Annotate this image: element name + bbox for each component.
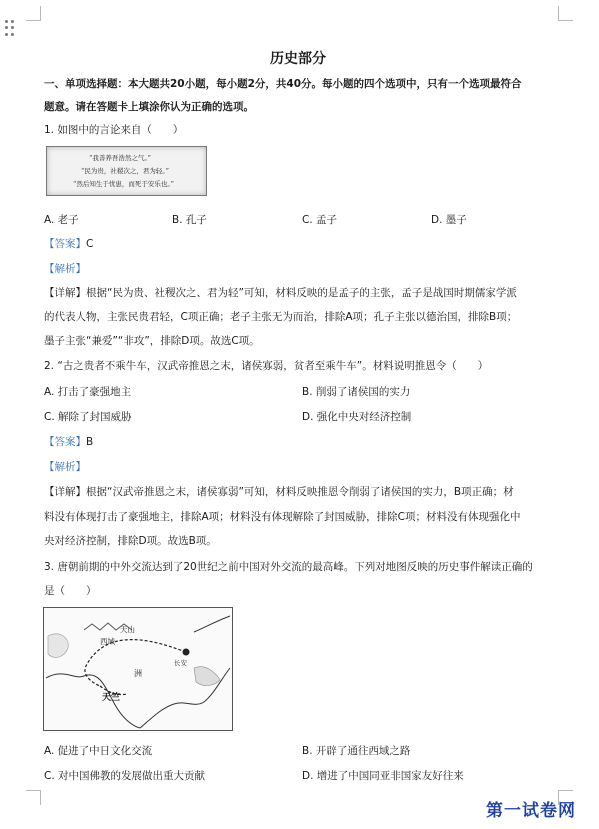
q2-option-d: D. 强化中央对经济控制 <box>302 411 412 423</box>
q3-map-image <box>43 607 233 731</box>
margin-mark-top-left <box>26 6 41 21</box>
q1-answer: C <box>86 238 94 250</box>
q1-quote-image <box>46 146 207 196</box>
q1-option-b: B. 孔子 <box>172 214 207 226</box>
map-sea-shading <box>194 667 220 686</box>
footer-logo: 第一试卷网 <box>486 801 576 821</box>
q3-option-a: A. 促进了中日文化交流 <box>44 745 153 757</box>
page-title: 历史部分 <box>270 51 326 67</box>
map-land-shading <box>48 634 68 657</box>
q3-stem-line2: 是（ ） <box>44 585 97 597</box>
section-header-line2: 题意。请在答题卡上填涂你认为正确的选项。 <box>44 101 254 113</box>
q2-answer: B <box>86 436 94 448</box>
drag-handle-icon[interactable] <box>5 20 15 36</box>
q1-quote-line: “我善养吾浩然之气。” <box>89 154 151 162</box>
q2-detail-text: 根据“汉武帝推恩之末，诸侯寡弱”可知，材料反映推恩令削弱了诸侯国的实力，B项正确；材 <box>86 486 514 498</box>
q2-detail-line1 <box>44 484 514 499</box>
map-label: 天竺 <box>102 693 121 703</box>
q1-detail-line1 <box>44 285 517 300</box>
q2-option-b: B. 削弱了诸侯国的实力 <box>302 386 411 398</box>
map-label: 长安 <box>174 659 187 667</box>
q2-stem: 2. “古之贵者不乘牛车，汉武帝推恩之末，诸侯寡弱，贫者至乘牛车”。材料说明推恩令（ ） <box>44 360 489 372</box>
q1-answer-row <box>44 236 93 251</box>
map-label: 西域 <box>100 637 115 646</box>
q2-answer-row <box>44 434 93 449</box>
q1-quote-line: “然后知生于忧患，而死于安乐也。” <box>73 180 174 188</box>
answer-tag: 【答案】 <box>44 436 86 448</box>
q1-detail-line3: 墨子主张“兼爱”“非攻”，排除D项。故选C项。 <box>44 335 260 347</box>
q2-option-a: A. 打击了豪强地主 <box>44 386 132 398</box>
q1-detail-line2: 的代表人物，主张民贵君轻，C项正确；老子主张无为而治，排除A项；孔子主张以德治国，排除B项； <box>44 311 518 323</box>
margin-mark-top-right <box>558 6 573 21</box>
q2-detail-line2: 料没有体现打击了豪强地主，排除A项；材料没有体现解除了封国威胁，排除C项；材料没有体现强化中 <box>44 511 521 523</box>
q1-option-a: A. 老子 <box>44 214 79 226</box>
section-header-line1: 一、单项选择题：本大题共20小题，每小题2分，共40分。每小题的四个选项中，只有一个选项最符合 <box>44 78 522 90</box>
q2-analysis-tag: 【解析】 <box>44 461 86 473</box>
q3-option-c: C. 对中国佛教的发展做出重大贡献 <box>44 770 206 782</box>
map-coastline <box>194 616 230 632</box>
q3-stem-line1: 3. 唐朝前期的中外交流达到了20世纪之前中国对外交流的最高峰。下列对地图反映的历史事件解读正确的 <box>44 561 533 573</box>
q1-stem: 1. 如图中的言论来自（ ） <box>44 124 184 136</box>
q1-option-c: C. 孟子 <box>302 214 338 226</box>
q1-option-d: D. 墨子 <box>431 214 467 226</box>
margin-mark-bottom-left <box>26 790 41 805</box>
q3-option-b: B. 开辟了通往西域之路 <box>302 745 411 757</box>
map-label: 天山 <box>120 625 135 634</box>
q1-analysis-tag: 【解析】 <box>44 263 86 275</box>
detail-tag: 【详解】 <box>44 287 86 299</box>
map-city-marker <box>183 649 190 656</box>
answer-tag: 【答案】 <box>44 238 86 250</box>
q1-quote-line: “民为贵，社稷次之，君为轻。” <box>81 167 169 175</box>
q3-option-d: D. 增进了中国同亚非国家友好往来 <box>302 770 464 782</box>
detail-tag: 【详解】 <box>44 486 86 498</box>
q1-detail-text: 根据“民为贵、社稷次之、君为轻”可知，材料反映的是孟子的主张，孟子是战国时期儒家学派 <box>86 287 517 299</box>
q2-option-c: C. 解除了封国威胁 <box>44 411 132 423</box>
q2-detail-line3: 央对经济控制，排除D项。故选B项。 <box>44 535 217 547</box>
map-label: 洲 <box>134 669 142 678</box>
